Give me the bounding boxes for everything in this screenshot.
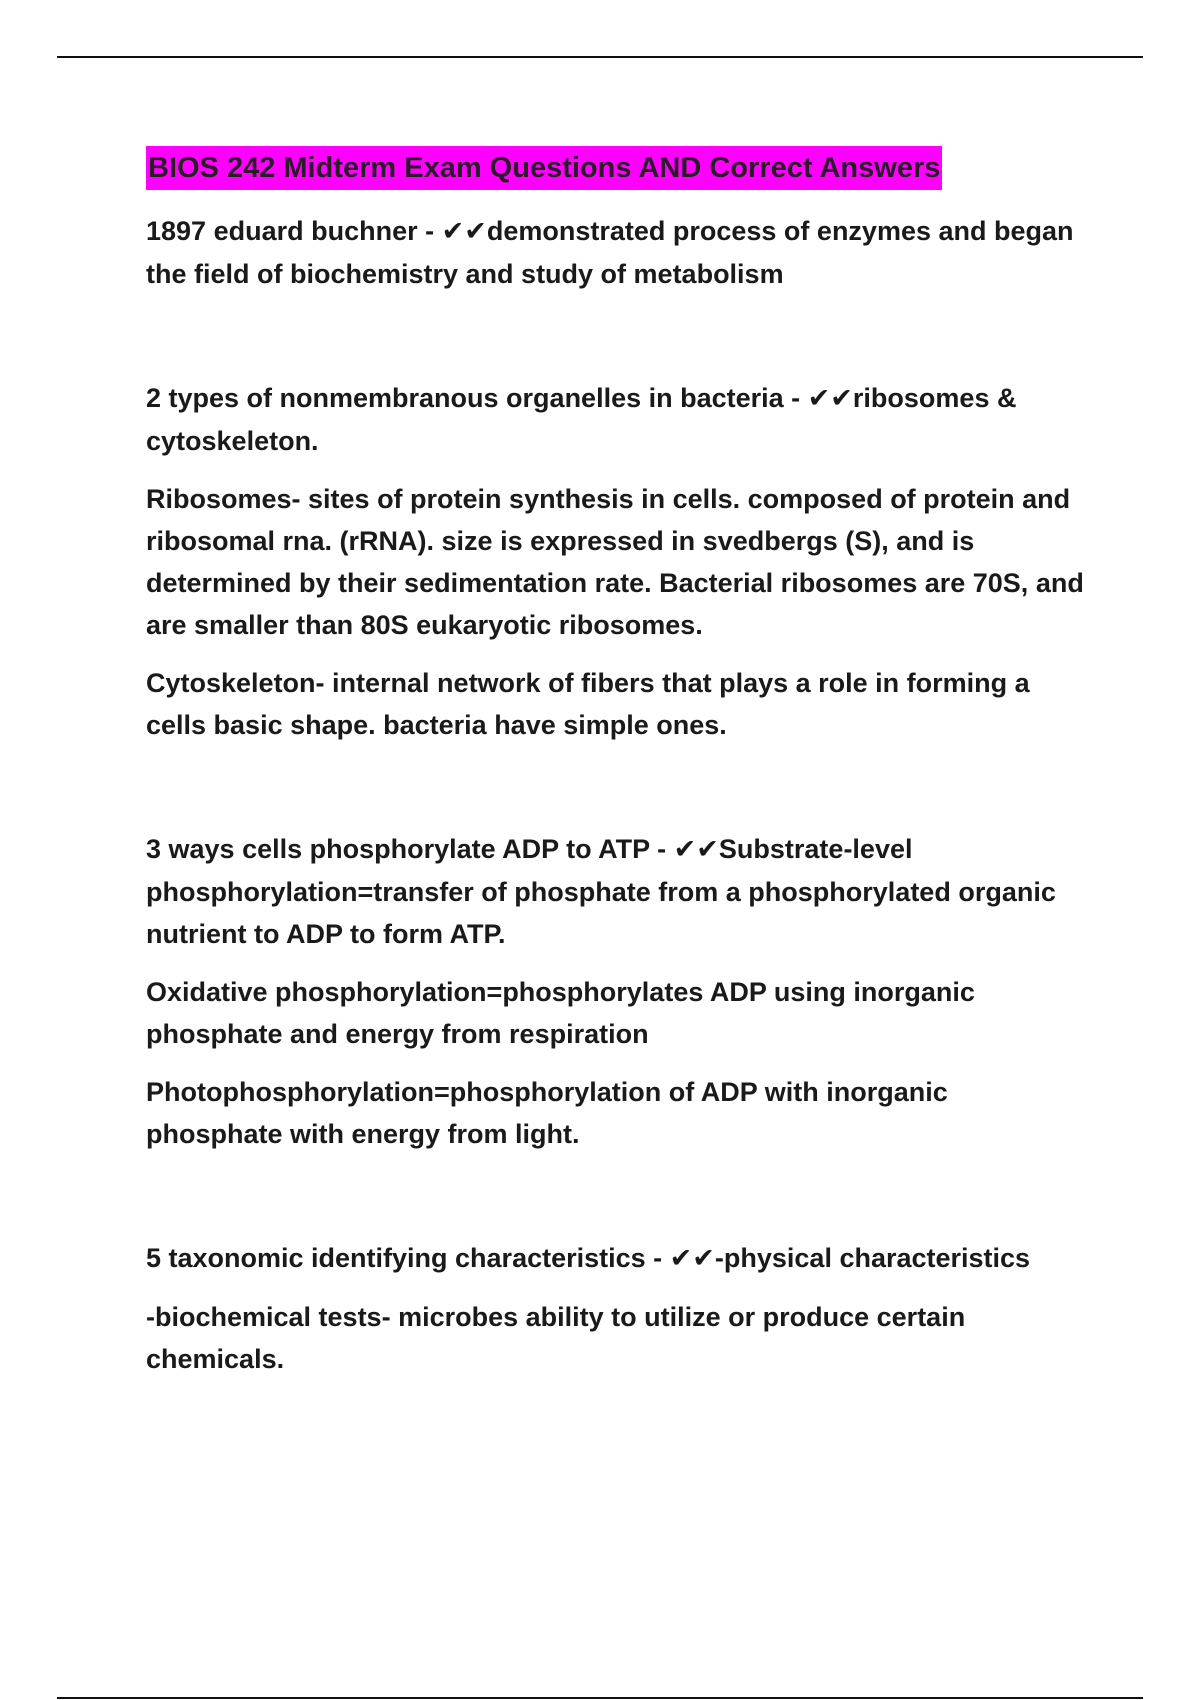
answer-text: demonstrated process of enzymes and began the field of biochemistry and study of metabolism <box>146 216 1074 289</box>
answer-text: Substrate-level phosphorylation=transfer of phosphate from a phosphorylated organic nutrient to ADP to form ATP. <box>146 834 1056 949</box>
qa-question-answer <box>146 1237 1086 1280</box>
answer-text: ribosomes & cytoskeleton. <box>146 383 1017 456</box>
check-marks-icon: ✔✔ <box>807 383 853 414</box>
answer-detail: Photophosphorylation=phosphorylation of ADP with inorganic phosphate with energy from light. <box>146 1077 948 1149</box>
answer-detail: -biochemical tests- microbes ability to utilize or produce certain chemicals. <box>146 1302 966 1374</box>
answer-text: -physical characteristics <box>714 1243 1031 1273</box>
qa-entry <box>146 210 1086 295</box>
question-text: 2 types of nonmembranous organelles in bacteria - <box>146 383 808 413</box>
qa-entry <box>146 377 1086 746</box>
question-text: 5 taxonomic identifying characteristics - <box>146 1243 670 1273</box>
document-title: BIOS 242 Midterm Exam Questions AND Correct Answers <box>146 146 942 190</box>
qa-question-answer <box>146 210 1086 295</box>
qa-question-answer <box>146 828 1086 955</box>
qa-entry <box>146 828 1086 1155</box>
question-text: 1897 eduard buchner - <box>146 216 442 246</box>
qa-question-answer <box>146 377 1086 462</box>
qa-entry <box>146 1237 1086 1380</box>
check-marks-icon: ✔✔ <box>441 216 487 247</box>
check-marks-icon: ✔✔ <box>669 1243 715 1274</box>
check-marks-icon: ✔✔ <box>673 834 719 865</box>
answer-detail: Cytoskeleton- internal network of fibers that plays a role in forming a cells basic shape. bacteria have simple ones. <box>146 668 1030 740</box>
answer-detail: Ribosomes- sites of protein synthesis in cells. composed of protein and ribosomal rna. (rRNA). size is expressed in svedbergs (S), and is determined by their sedimentation rate. Bacterial ribosomes are 70S, and are smaller than 80S eukaryotic ribosomes. <box>146 484 1084 640</box>
question-text: 3 ways cells phosphorylate ADP to ATP - <box>146 834 674 864</box>
page-bottom-rule <box>57 1697 1143 1699</box>
document-body <box>146 146 1086 1462</box>
page-top-rule <box>57 56 1143 58</box>
answer-detail: Oxidative phosphorylation=phosphorylates ADP using inorganic phosphate and energy from respiration <box>146 977 975 1049</box>
